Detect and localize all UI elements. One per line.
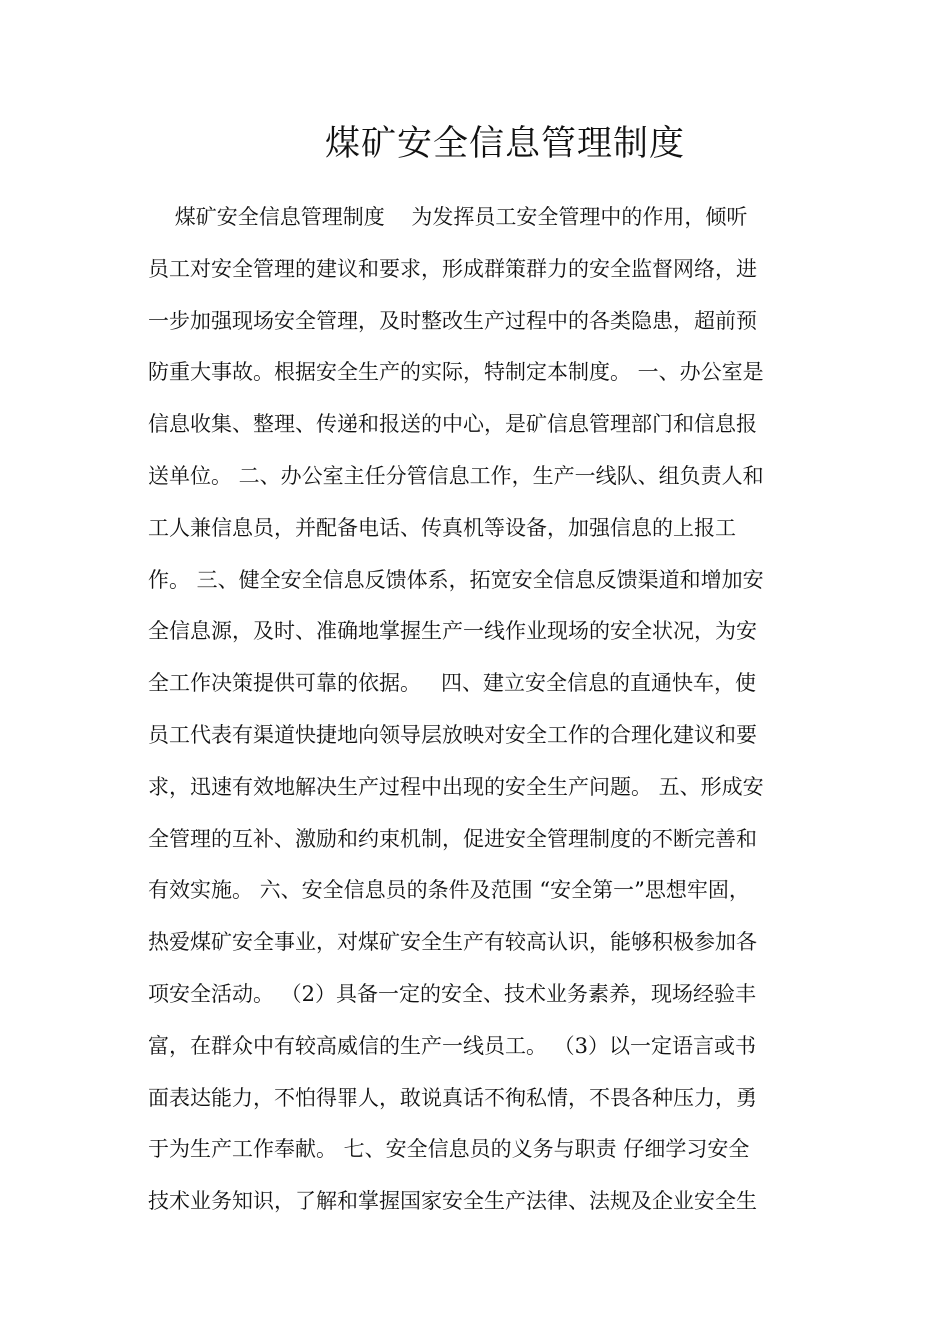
body-line: 求，迅速有效地解决生产过程中出现的安全生产问题。 五、形成安	[148, 774, 764, 799]
document-title: 煤矿安全信息管理制度	[324, 124, 685, 164]
body-line: 送单位。 二、办公室主任分管信息工作，生产一线队、组负责人和	[148, 463, 764, 488]
body-line: 面表达能力，不怕得罪人，敢说真话不徇私情，不畏各种压力，勇	[148, 1085, 757, 1110]
body-line: 富，在群众中有较高威信的生产一线员工。 （3）以一定语言或书	[148, 1033, 757, 1058]
body-line: 热爱煤矿安全事业，对煤矿安全生产有较高认识，能够积极参加各	[148, 930, 757, 955]
body-line: 项安全活动。 （2）具备一定的安全、技术业务素养，现场经验丰	[148, 981, 757, 1006]
body-line: 信息收集、整理、传递和报送的中心，是矿信息管理部门和信息报	[148, 412, 757, 437]
body-line: 防重大事故。根据安全生产的实际，特制定本制度。 一、办公室是	[148, 360, 764, 385]
body-line: 全管理的互补、激励和约束机制，促进安全管理制度的不断完善和	[148, 826, 757, 851]
body-line: 全工作决策提供可靠的依据。 四、建立安全信息的直通快车，使	[148, 671, 757, 696]
body-line: 员工代表有渠道快捷地向领导层放映对安全工作的合理化建议和要	[148, 722, 757, 747]
body-line: 作。 三、健全安全信息反馈体系，拓宽安全信息反馈渠道和增加安	[148, 567, 764, 592]
body-line: 全信息源，及时、准确地掌握生产一线作业现场的安全状况，为安	[148, 619, 757, 644]
document-body	[148, 192, 818, 1228]
body-line: 工人兼信息员，并配备电话、传真机等设备，加强信息的上报工	[148, 515, 736, 540]
body-line: 煤矿安全信息管理制度 为发挥员工安全管理中的作用，倾听	[148, 205, 748, 229]
body-line: 有效实施。 六、安全信息员的条件及范围 “安全第一”思想牢固，	[148, 878, 750, 903]
body-line: 于为生产工作奉献。 七、安全信息员的义务与职责 仔细学习安全	[148, 1137, 750, 1162]
body-line: 员工对安全管理的建议和要求，形成群策群力的安全监督网络，进	[148, 256, 757, 281]
body-line: 一步加强现场安全管理，及时整改生产过程中的各类隐患，超前预	[148, 308, 757, 333]
body-line: 技术业务知识，了解和掌握国家安全生产法律、法规及企业安全生	[148, 1189, 757, 1214]
